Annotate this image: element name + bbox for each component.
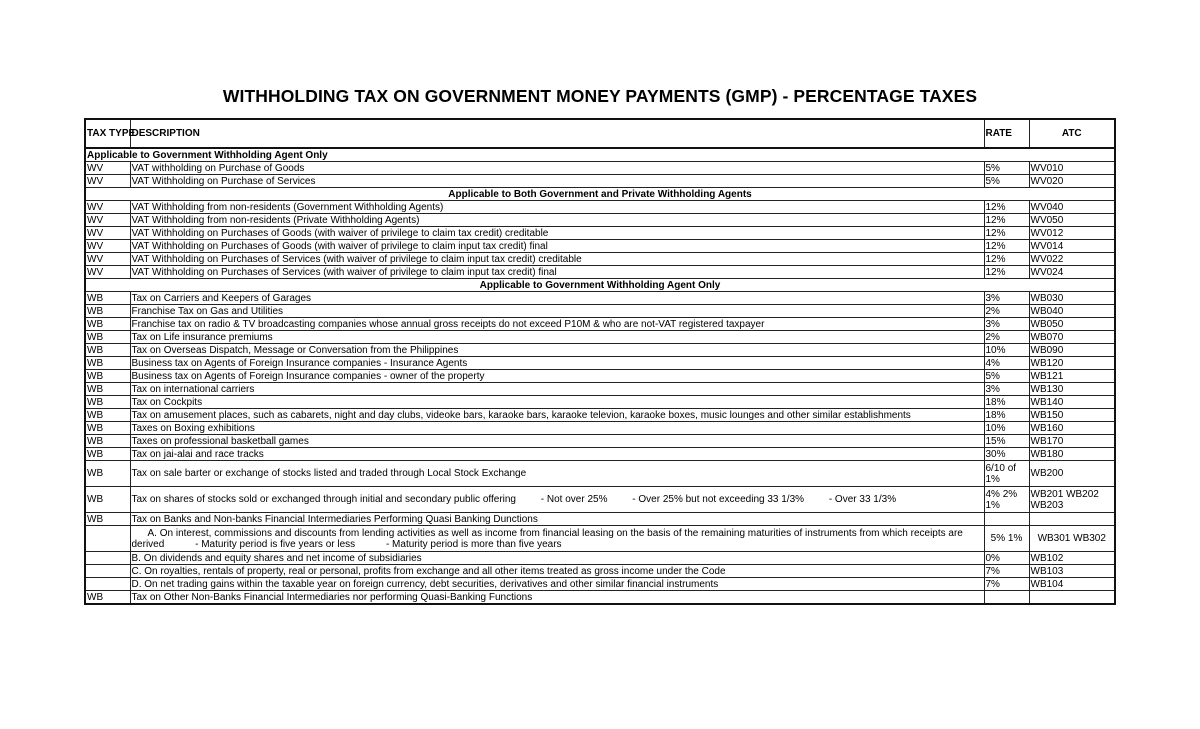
table-row (85, 370, 1115, 383)
atc-cell: WB120 (1029, 357, 1115, 370)
description-cell: Tax on amusement places, such as cabarets, night and day clubs, videoke bars, karaoke bars, karaoke televion, karaoke boxes, music lounges and other similar establishments (130, 409, 984, 422)
description-cell: Tax on Carriers and Keepers of Garages (130, 292, 984, 305)
section-title: Applicable to Government Withholding Agent Only (85, 148, 1115, 162)
description-cell: Business tax on Agents of Foreign Insurance companies - Insurance Agents (130, 357, 984, 370)
atc-cell: WB070 (1029, 331, 1115, 344)
table-row (85, 266, 1115, 279)
table-row (85, 383, 1115, 396)
atc-cell: WB180 (1029, 448, 1115, 461)
description-cell: Tax on jai-alai and race tracks (130, 448, 984, 461)
rate-cell: 12% (984, 240, 1029, 253)
rate-cell: 10% (984, 422, 1029, 435)
tax-type-cell: WV (85, 175, 130, 188)
header-description: DESCRIPTION (130, 119, 984, 148)
table-row (85, 409, 1115, 422)
tax-type-cell (85, 526, 130, 552)
description-cell: VAT Withholding on Purchases of Services (with waiver of privilege to claim input tax credit) creditable (130, 253, 984, 266)
tax-type-cell: WB (85, 292, 130, 305)
table-row (85, 305, 1115, 318)
table-row (85, 422, 1115, 435)
table-row (85, 565, 1115, 578)
table-row (85, 344, 1115, 357)
description-cell: Tax on sale barter or exchange of stocks listed and traded through Local Stock Exchange (130, 461, 984, 487)
atc-cell: WV050 (1029, 214, 1115, 227)
table-row (85, 331, 1115, 344)
tax-type-cell: WV (85, 253, 130, 266)
atc-cell: WB130 (1029, 383, 1115, 396)
banks-a-sub-2: - Maturity period is more than five years (385, 538, 562, 550)
atc-cell: WV014 (1029, 240, 1115, 253)
rate-cell: 5% 1% (984, 526, 1029, 552)
banks-a-description: A. On interest, commissions and discounts from lending activities as well as income from financial leasing on the basis of the remaining maturities of instruments from which receipts are derived (131, 527, 963, 550)
description-cell: VAT withholding on Purchase of Goods (130, 162, 984, 175)
rate-cell: 3% (984, 318, 1029, 331)
rate-cell: 15% (984, 435, 1029, 448)
description-cell: Business tax on Agents of Foreign Insurance companies - owner of the property (130, 370, 984, 383)
atc-cell: WB201 WB202 WB203 (1029, 487, 1115, 513)
rate-cell: 5% (984, 370, 1029, 383)
tax-type-cell: WV (85, 240, 130, 253)
tax-type-cell: WV (85, 201, 130, 214)
rate-cell: 12% (984, 253, 1029, 266)
ipo-tier-1: - Not over 25% (540, 494, 608, 505)
table-row (85, 435, 1115, 448)
rate-cell: 12% (984, 214, 1029, 227)
rate-cell: 3% (984, 292, 1029, 305)
tax-type-cell: WV (85, 266, 130, 279)
tax-type-cell: WB (85, 461, 130, 487)
tax-type-cell: WB (85, 448, 130, 461)
tax-type-cell: WV (85, 214, 130, 227)
atc-cell (1029, 591, 1115, 605)
description-cell: B. On dividends and equity shares and net income of subsidiaries (130, 552, 984, 565)
rate-cell: 18% (984, 409, 1029, 422)
description-cell: VAT Withholding on Purchases of Services (with waiver of privilege to claim input tax credit) final (130, 266, 984, 279)
atc-cell: WB140 (1029, 396, 1115, 409)
description-cell: VAT Withholding on Purchases of Goods (with waiver of privilege to claim tax credit) creditable (130, 227, 984, 240)
atc-cell: WV022 (1029, 253, 1115, 266)
table-row (85, 292, 1115, 305)
table-row (85, 357, 1115, 370)
rate-cell: 12% (984, 201, 1029, 214)
atc-cell: WB103 (1029, 565, 1115, 578)
table-row (85, 162, 1115, 175)
rate-cell: 30% (984, 448, 1029, 461)
ipo-description: Tax on shares of stocks sold or exchanged through initial and secondary public offering (131, 494, 516, 505)
tax-type-cell: WB (85, 357, 130, 370)
tax-type-cell: WB (85, 383, 130, 396)
tax-type-cell: WB (85, 513, 130, 526)
description-cell: Tax on international carriers (130, 383, 984, 396)
page-title: WITHHOLDING TAX ON GOVERNMENT MONEY PAYMENTS (GMP) - PERCENTAGE TAXES (222, 86, 978, 106)
rate-cell: 10% (984, 344, 1029, 357)
description-cell: Taxes on professional basketball games (130, 435, 984, 448)
section-header (85, 148, 1115, 162)
atc-cell: WB050 (1029, 318, 1115, 331)
description-cell: Tax on Life insurance premiums (130, 331, 984, 344)
atc-cell: WB102 (1029, 552, 1115, 565)
tax-type-cell: WB (85, 396, 130, 409)
table-row (85, 513, 1115, 526)
table-row (85, 240, 1115, 253)
atc-cell: WB104 (1029, 578, 1115, 591)
tax-type-cell (85, 552, 130, 565)
description-cell (130, 526, 984, 552)
ipo-tier-2: - Over 25% but not exceeding 33 1/3% (632, 494, 805, 505)
rate-cell: 4% (984, 357, 1029, 370)
table-row (85, 214, 1115, 227)
rate-cell: 12% (984, 227, 1029, 240)
rate-cell: 2% (984, 331, 1029, 344)
atc-cell: WB200 (1029, 461, 1115, 487)
section-header (85, 188, 1115, 201)
rate-cell: 7% (984, 565, 1029, 578)
tax-type-cell: WB (85, 344, 130, 357)
header-row (85, 119, 1115, 148)
description-cell: Tax on Banks and Non-banks Financial Intermediaries Performing Quasi Banking Dunctions (130, 513, 984, 526)
table-row (85, 318, 1115, 331)
description-cell: C. On royalties, rentals of property, real or personal, profits from exchange and all other items treated as gross income under the Code (130, 565, 984, 578)
description-cell: Taxes on Boxing exhibitions (130, 422, 984, 435)
description-cell: Tax on Overseas Dispatch, Message or Conversation from the Philippines (130, 344, 984, 357)
section-title: Applicable to Government Withholding Agent Only (85, 279, 1115, 292)
rate-cell: 18% (984, 396, 1029, 409)
table-row (85, 175, 1115, 188)
banks-a-sub-1: - Maturity period is five years or less (195, 538, 356, 550)
atc-cell: WB040 (1029, 305, 1115, 318)
description-cell: Tax on Cockpits (130, 396, 984, 409)
atc-cell: WV010 (1029, 162, 1115, 175)
description-cell: Franchise Tax on Gas and Utilities (130, 305, 984, 318)
tax-type-cell: WB (85, 305, 130, 318)
atc-cell: WV012 (1029, 227, 1115, 240)
tax-type-cell: WB (85, 591, 130, 605)
rate-cell: 4% 2% 1% (984, 487, 1029, 513)
atc-cell: WB301 WB302 (1029, 526, 1115, 552)
tax-type-cell: WB (85, 487, 130, 513)
atc-cell: WV020 (1029, 175, 1115, 188)
tax-type-cell: WB (85, 331, 130, 344)
table-row (85, 227, 1115, 240)
atc-cell: WB160 (1029, 422, 1115, 435)
header-tax-type: TAX TYPE (85, 119, 130, 148)
header-rate: RATE (984, 119, 1029, 148)
tax-type-cell: WB (85, 370, 130, 383)
table-row (85, 448, 1115, 461)
atc-cell: WV040 (1029, 201, 1115, 214)
header-atc: ATC (1029, 119, 1115, 148)
tax-type-cell (85, 578, 130, 591)
atc-cell: WV024 (1029, 266, 1115, 279)
tax-table (84, 118, 1116, 605)
atc-cell (1029, 513, 1115, 526)
table-row (85, 526, 1115, 552)
table-row (85, 461, 1115, 487)
tax-type-cell (85, 565, 130, 578)
rate-cell: 0% (984, 552, 1029, 565)
rate-cell: 12% (984, 266, 1029, 279)
atc-cell: WB170 (1029, 435, 1115, 448)
rate-cell: 2% (984, 305, 1029, 318)
rate-cell: 6/10 of 1% (984, 461, 1029, 487)
table-row (85, 201, 1115, 214)
table-row (85, 578, 1115, 591)
description-cell: VAT Withholding from non-residents (Private Withholding Agents) (130, 214, 984, 227)
rate-cell (984, 591, 1029, 605)
description-cell: Tax on Other Non-Banks Financial Intermediaries nor performing Quasi-Banking Functions (130, 591, 984, 605)
section-title: Applicable to Both Government and Private Withholding Agents (85, 188, 1115, 201)
rate-cell: 3% (984, 383, 1029, 396)
rate-cell: 7% (984, 578, 1029, 591)
rate-cell: 5% (984, 175, 1029, 188)
rate-cell: 5% (984, 162, 1029, 175)
description-cell: VAT Withholding from non-residents (Government Withholding Agents) (130, 201, 984, 214)
tax-type-cell: WV (85, 162, 130, 175)
tax-type-cell: WB (85, 318, 130, 331)
table-row (85, 253, 1115, 266)
description-cell: Franchise tax on radio & TV broadcasting companies whose annual gross receipts do not exceed P10M & who are not-VAT registered taxpayer (130, 318, 984, 331)
description-cell (130, 487, 984, 513)
section-header (85, 279, 1115, 292)
description-cell: VAT Withholding on Purchase of Services (130, 175, 984, 188)
tax-type-cell: WB (85, 409, 130, 422)
description-cell: VAT Withholding on Purchases of Goods (with waiver of privilege to claim input tax credit) final (130, 240, 984, 253)
tax-type-cell: WB (85, 422, 130, 435)
ipo-tier-3: - Over 33 1/3% (828, 494, 897, 505)
tax-type-cell: WB (85, 435, 130, 448)
tax-type-cell: WV (85, 227, 130, 240)
rate-cell (984, 513, 1029, 526)
atc-cell: WB090 (1029, 344, 1115, 357)
description-cell: D. On net trading gains within the taxable year on foreign currency, debt securities, derivatives and other similar financial instruments (130, 578, 984, 591)
table-row (85, 591, 1115, 605)
table-row (85, 396, 1115, 409)
table-row (85, 552, 1115, 565)
table-row (85, 487, 1115, 513)
atc-cell: WB121 (1029, 370, 1115, 383)
atc-cell: WB150 (1029, 409, 1115, 422)
atc-cell: WB030 (1029, 292, 1115, 305)
